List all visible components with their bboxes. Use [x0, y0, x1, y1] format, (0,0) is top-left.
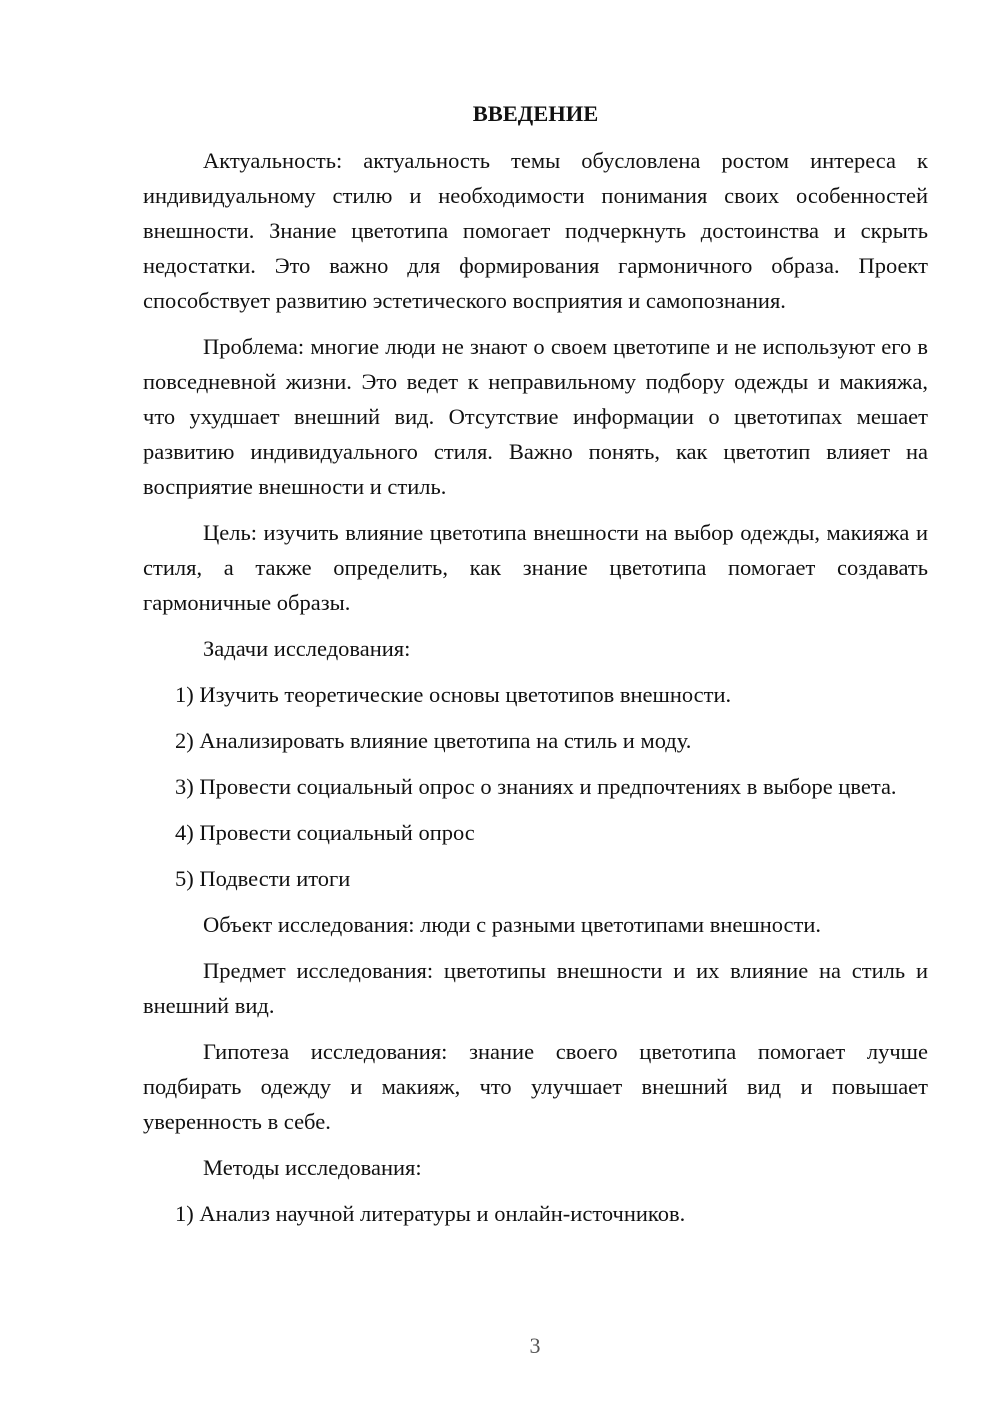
task-item-4: 4) Провести социальный опрос — [175, 820, 475, 845]
section-title: ВВЕДЕНИЕ — [472, 101, 599, 126]
methods-heading: Методы исследования: — [203, 1155, 422, 1180]
task-item-1: 1) Изучить теоретические основы цветотипов внешности. — [175, 682, 732, 707]
goal-paragraph: Цель: изучить влияние цветотипа внешности на выбор одежды, макияжа и стиля, а также определить, как знание цветотипа помогает создавать гармоничные образы. — [143, 520, 928, 615]
object-paragraph: Объект исследования: люди с разными цветотипами внешности. — [203, 912, 822, 937]
relevance-paragraph: Актуальность: актуальность темы обусловлена ростом интереса к индивидуальному стилю и необходимости понимания своих особенностей внешности. Знание цветотипа помогает подчеркнуть достоинства и скрыть недостатки. Это важно для формирования гармоничного образа. Проект способствует развитию эстетического восприятия и самопознания. — [143, 148, 928, 313]
tasks-heading: Задачи исследования: — [203, 636, 411, 661]
document-page — [143, 96, 928, 1242]
subject-paragraph: Предмет исследования: цветотипы внешности и их влияние на стиль и внешний вид. — [143, 958, 928, 1018]
method-item-1: 1) Анализ научной литературы и онлайн-источников. — [175, 1201, 686, 1226]
page-number: 3 — [529, 1333, 541, 1358]
problem-paragraph: Проблема: многие люди не знают о своем цветотипе и не используют его в повседневной жизни. Это ведет к неправильному подбору одежды и макияжа, что ухудшает внешний вид. Отсутствие информации о цветотипах мешает развитию индивидуального стиля. Важно понять, как цветотип влияет на восприятие внешности и стиль. — [143, 334, 928, 499]
task-item-5: 5) Подвести итоги — [175, 866, 351, 891]
task-item-2: 2) Анализировать влияние цветотипа на стиль и моду. — [175, 728, 692, 753]
hypothesis-paragraph: Гипотеза исследования: знание своего цветотипа помогает лучше подбирать одежду и макияж, что улучшает внешний вид и повышает уверенность в себе. — [143, 1039, 928, 1134]
task-item-3: 3) Провести социальный опрос о знаниях и предпочтениях в выборе цвета. — [175, 774, 897, 799]
